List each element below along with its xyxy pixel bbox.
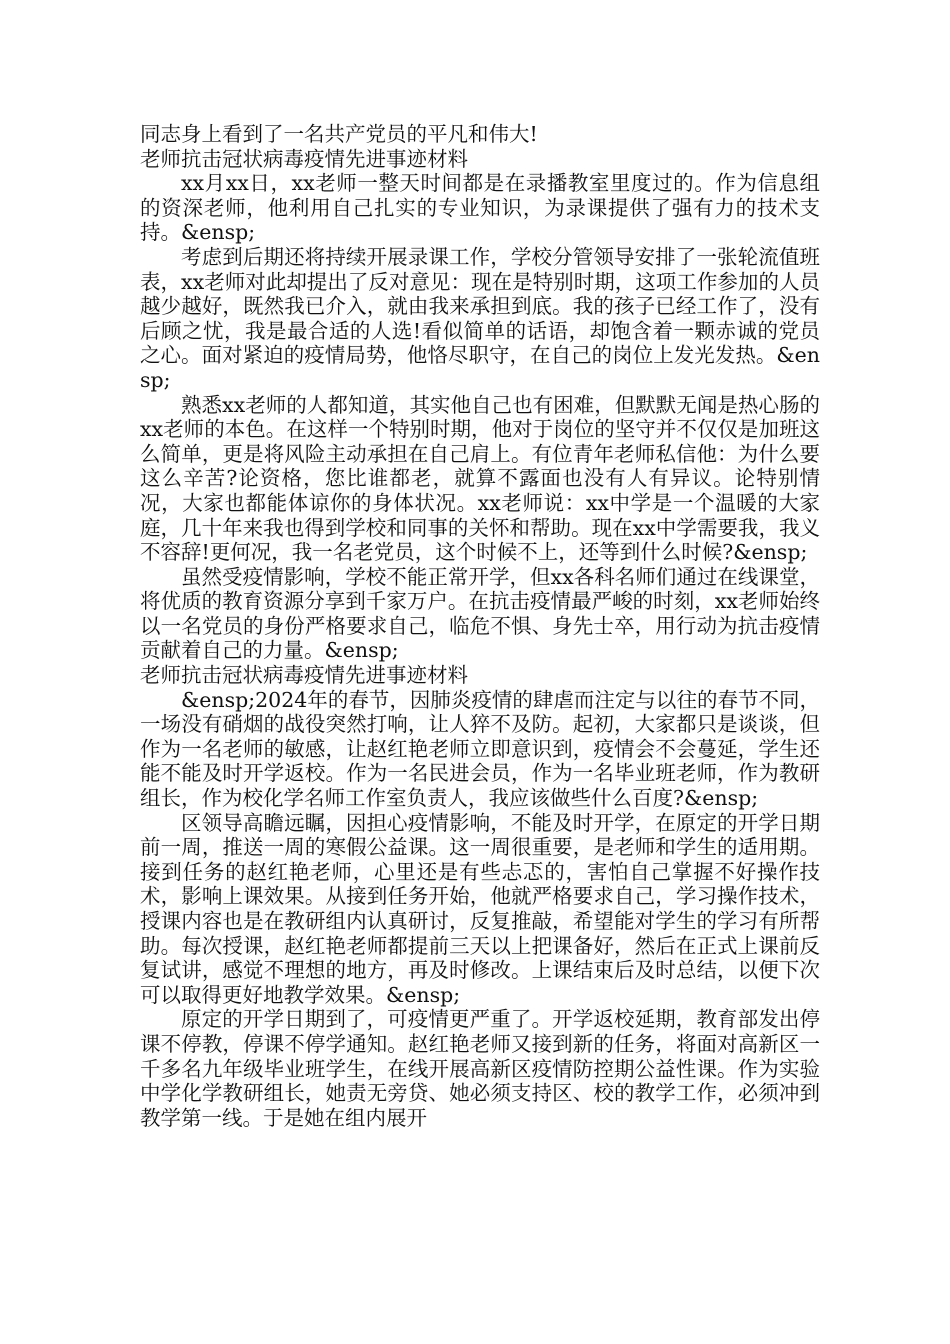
body-paragraph: 熟悉xx老师的人都知道，其实他自己也有困难，但默默无闻是热心肠的xx老师的本色。在这样一个特别时期，他对于岗位的坚守并不仅仅是加班这么简单，更是将风险主动承担在自己肩上。有位青年老师私信他：为什么要这么辛苦?论资格，您比谁都老，就算不露面也没有人有异议。论特别情况，大家也都能体谅你的身体状况。xx老师说：xx中学是一个温暖的大家庭，几十年来我也得到学校和同事的关怀和帮助。现在xx中学需要我，我义不容辞!更何况，我一名老党员，这个时候不上，还等到什么时候?&ensp; [140, 392, 820, 565]
body-paragraph: 区领导高瞻远瞩，因担心疫情影响，不能及时开学，在原定的开学日期前一周，推送一周的寒假公益课。这一周很重要，是老师和学生的适用期。接到任务的赵红艳老师，心里还是有些忐忑的，害怕自己掌握不好操作技术，影响上课效果。从接到任务开始，他就严格要求自己，学习操作技术，授课内容也是在教研组内认真研讨，反复推敲，希望能对学生的学习有所帮助。每次授课，赵红艳老师都提前三天以上把课备好，然后在正式上课前反复试讲，感觉不理想的地方，再及时修改。上课结束后及时总结，以便下次可以取得更好地教学效果。&ensp; [140, 810, 820, 1007]
body-paragraph: 原定的开学日期到了，可疫情更严重了。开学返校延期，教育部发出停课不停教，停课不停学通知。赵红艳老师又接到新的任务，将面对高新区一千多名九年级毕业班学生，在线开展高新区疫情防控期公益性课。作为实验中学化学教研组长，她责无旁贷、她必须支持区、校的教学工作，必须冲到教学第一线。于是她在组内展开 [140, 1007, 820, 1130]
section-heading: 老师抗击冠状病毒疫情先进事迹材料 [140, 663, 468, 688]
body-paragraph: 考虑到后期还将持续开展录课工作，学校分管领导安排了一张轮流值班表，xx老师对此却提出了反对意见：现在是特别时期，这项工作参加的人员越少越好，既然我已介入，就由我来承担到底。我的孩子已经工作了，没有后顾之忧，我是最合适的人选!看似简单的话语，却饱含着一颗赤诚的党员之心。面对紧迫的疫情局势，他恪尽职守，在自己的岗位上发光发热。&ensp; [140, 244, 820, 392]
body-paragraph: &ensp;2024年的春节，因肺炎疫情的肆虐而注定与以往的春节不同，一场没有硝烟的战役突然打响，让人猝不及防。起初，大家都只是谈谈，但作为一名老师的敏感，让赵红艳老师立即意识到，疫情会不会蔓延，学生还能不能及时开学返校。作为一名民进会员，作为一名毕业班老师，作为教研组长，作为校化学名师工作室负责人，我应该做些什么百度?&ensp; [140, 687, 820, 811]
document-page [140, 122, 820, 1130]
body-paragraph: 虽然受疫情影响，学校不能正常开学，但xx各科名师们通过在线课堂，将优质的教育资源分享到千家万户。在抗击疫情最严峻的时刻，xx老师始终以一名党员的身份严格要求自己，临危不惧、身先士卒，用行动为抗击疫情贡献着自己的力量。&ensp; [140, 564, 820, 663]
body-paragraph: xx月xx日，xx老师一整天时间都是在录播教室里度过的。作为信息组的资深老师，他利用自己扎实的专业知识，为录课提供了强有力的技术支持。&ensp; [140, 171, 820, 245]
paragraph-continuation: 同志身上看到了一名共产党员的平凡和伟大! [140, 122, 538, 146]
section-heading: 老师抗击冠状病毒疫情先进事迹材料 [140, 146, 468, 171]
